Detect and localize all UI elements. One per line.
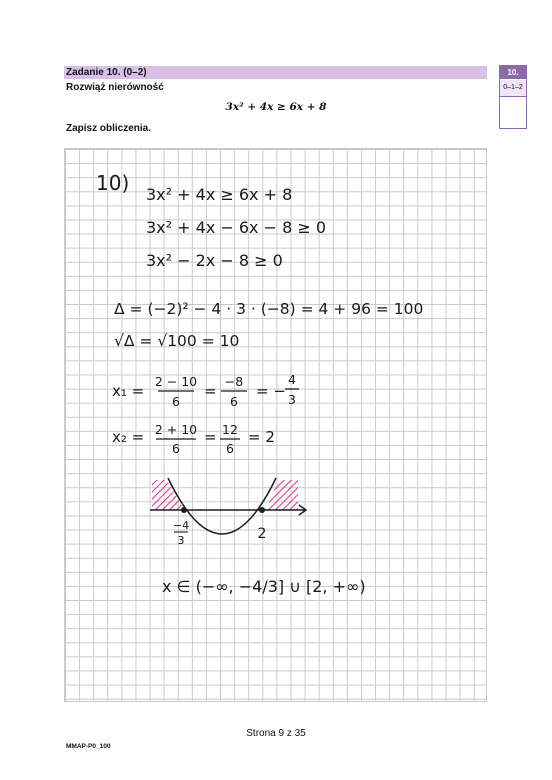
write-calculations-label: Zapisz obliczenia. (66, 123, 152, 134)
hatched-region-right (266, 480, 298, 510)
root-right-label: 2 (257, 526, 267, 542)
task-title: Zadanie 10. (0–2) (66, 67, 147, 78)
hw-sqrt-delta: √Δ = √100 = 10 (114, 332, 240, 350)
hatched-region-left (152, 480, 184, 510)
hw-x1-result-numerator: 4 (288, 372, 296, 387)
hw-x1-eq1: = (204, 382, 217, 400)
hw-x2-mid-numerator: 12 (222, 422, 238, 437)
root-left-numerator: −4 (172, 519, 190, 532)
hw-x2-denominator: 6 (172, 441, 180, 456)
hw-x2-numerator: 2 + 10 (154, 422, 198, 437)
hw-answer: x ∈ (−∞, −4/3] ∪ [2, +∞) (162, 577, 366, 596)
root-point-left (181, 507, 187, 513)
handwritten-solution (64, 148, 487, 702)
hw-x1-denominator: 6 (172, 394, 180, 409)
hw-task-label: 10) (96, 171, 130, 195)
hw-x1-mid-numerator: −8 (224, 374, 244, 389)
document-code: MMAP-P0_100 (66, 743, 111, 750)
hw-x1-mid-denominator: 6 (230, 394, 238, 409)
score-box (499, 65, 527, 129)
hw-x1-result-sign: = − (256, 382, 286, 400)
hw-line-1: 3x² + 4x ≥ 6x + 8 (146, 185, 293, 204)
hw-x2-label: x₂ = (112, 428, 145, 446)
hw-line-3: 3x² − 2x − 8 ≥ 0 (146, 251, 283, 270)
task-instruction: Rozwiąż nierówność (66, 82, 164, 93)
root-left-denominator: 3 (177, 534, 185, 547)
hw-x1-numerator: 2 − 10 (154, 374, 198, 389)
root-point-right (259, 507, 265, 513)
hw-x1-label: x₁ = (112, 382, 145, 400)
page-number: Strona 9 z 35 (246, 728, 306, 739)
hw-x2-result: = 2 (248, 428, 275, 446)
score-task-number: 10. (500, 66, 526, 79)
hw-x2-mid-denominator: 6 (226, 441, 234, 456)
inequality-formula: 3x² + 4x ≥ 6x + 8 (225, 101, 327, 113)
hw-x2-eq1: = (204, 428, 217, 446)
hw-delta: Δ = (−2)² − 4 · 3 · (−8) = 4 + 96 = 100 (114, 300, 424, 318)
hw-x1-result-denominator: 3 (288, 392, 296, 407)
score-points: 0–1–2 (500, 80, 526, 97)
hw-line-2: 3x² + 4x − 6x − 8 ≥ 0 (146, 218, 327, 237)
